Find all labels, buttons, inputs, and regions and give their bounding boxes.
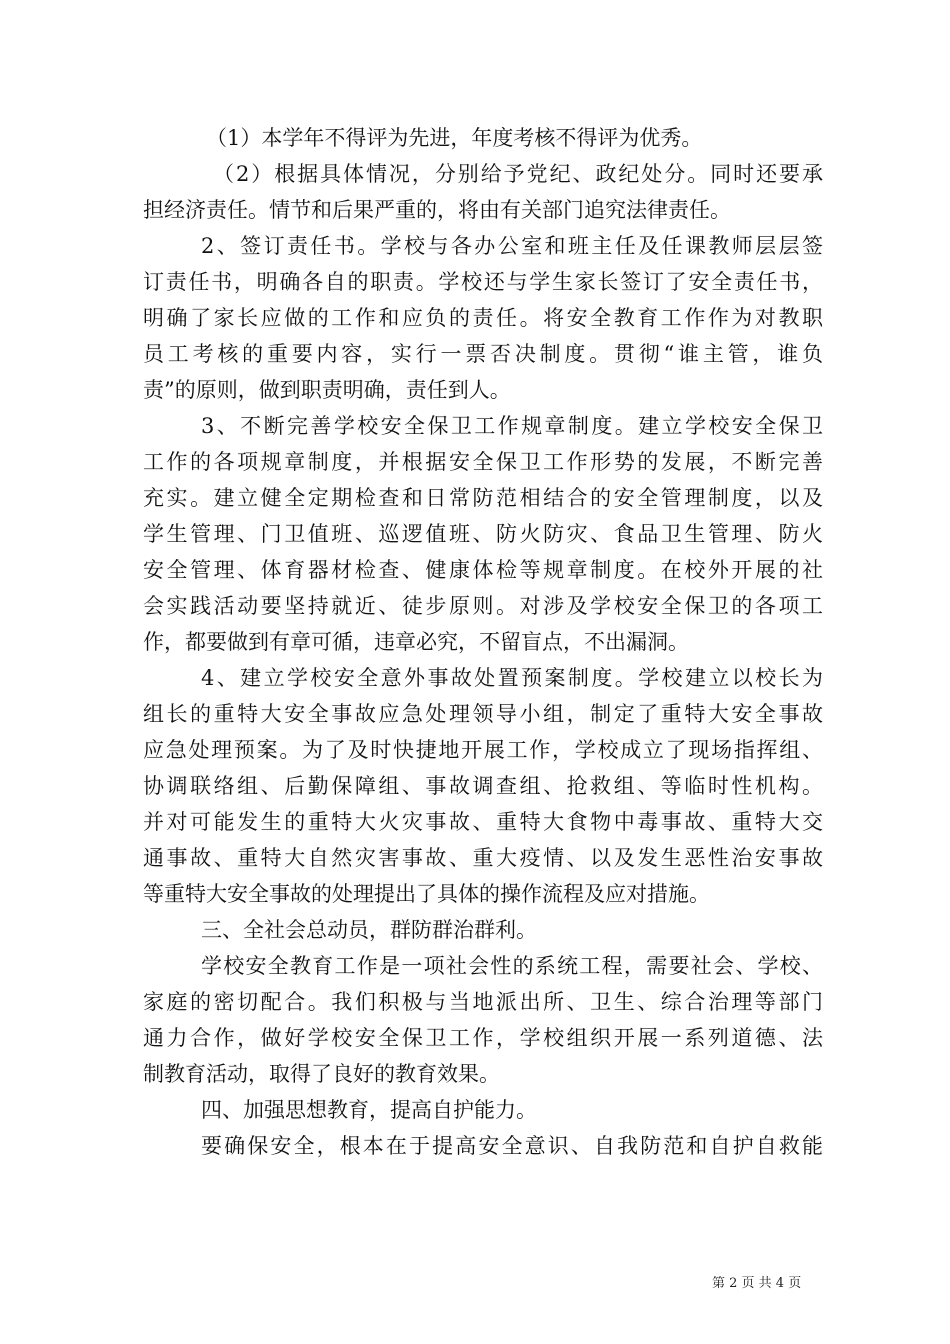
page-number: 第 2 页 共 4 页 — [712, 1276, 802, 1291]
paragraph-line: 通事故、重特大自然灾害事故、重大疫情、以及发生恶性治安事故 — [143, 846, 823, 870]
paragraph-line: 充实。建立健全定期检查和日常防范相结合的安全管理制度，以及 — [143, 486, 823, 510]
paragraph-line: 并对可能发生的重特大火灾事故、重特大食物中毒事故、重特大交 — [143, 810, 823, 834]
paragraph-line: 工作的各项规章制度，并根据安全保卫工作形势的发展，不断完善 — [143, 450, 823, 474]
paragraph-line: 会实践活动要坚持就近、徒步原则。对涉及学校安全保卫的各项工 — [143, 594, 823, 618]
paragraph-line: 订责任书，明确各自的职责。学校还与学生家长签订了安全责任书， — [143, 270, 823, 294]
paragraph-line: （2）根据具体情况，分别给予党纪、政纪处分。同时还要承 — [213, 162, 823, 186]
paragraph-line: 责”的原则，做到职责明确，责任到人。 — [143, 378, 511, 402]
paragraph-line: 作，都要做到有章可循，违章必究，不留盲点，不出漏洞。 — [143, 630, 689, 654]
paragraph-line: 4、建立学校安全意外事故处置预案制度。学校建立以校长为 — [201, 666, 823, 690]
paragraph-line: 家庭的密切配合。我们积极与当地派出所、卫生、综合治理等部门 — [143, 990, 823, 1014]
paragraph-line: 安全管理、体育器材检查、健康体检等规章制度。在校外开展的社 — [143, 558, 823, 582]
paragraph-line: 制教育活动，取得了良好的教育效果。 — [143, 1062, 500, 1086]
paragraph-line: 明确了家长应做的工作和应负的责任。将安全教育工作作为对教职 — [143, 306, 823, 330]
paragraph-line: 协调联络组、后勤保障组、事故调查组、抢救组、等临时性机构。 — [143, 774, 823, 798]
paragraph-line: 等重特大安全事故的处理提出了具体的操作流程及应对措施。 — [143, 882, 710, 906]
paragraph-line: 组长的重特大安全事故应急处理领导小组，制定了重特大安全事故 — [143, 702, 823, 726]
section-heading: 四、加强思想教育，提高自护能力。 — [201, 1098, 537, 1122]
paragraph-line: 应急处理预案。为了及时快捷地开展工作，学校成立了现场指挥组、 — [143, 738, 823, 762]
paragraph-line: 学校安全教育工作是一项社会性的系统工程，需要社会、学校、 — [201, 954, 823, 978]
paragraph-line: 通力合作，做好学校安全保卫工作，学校组织开展一系列道德、法 — [143, 1026, 823, 1050]
paragraph-line: 担经济责任。情节和后果严重的，将由有关部门追究法律责任。 — [143, 198, 731, 222]
paragraph-line: 要确保安全，根本在于提高安全意识、自我防范和自护自救能 — [201, 1134, 823, 1158]
paragraph-line: （1）本学年不得评为先进，年度考核不得评为优秀。 — [206, 126, 703, 150]
paragraph-line: 员工考核的重要内容，实行一票否决制度。贯彻“谁主管，谁负 — [143, 342, 823, 366]
paragraph-line: 3、不断完善学校安全保卫工作规章制度。建立学校安全保卫 — [201, 414, 823, 438]
section-heading: 三、全社会总动员，群防群治群利。 — [201, 918, 537, 942]
paragraph-line: 2、签订责任书。学校与各办公室和班主任及任课教师层层签 — [201, 234, 823, 258]
document-body — [143, 120, 823, 1164]
paragraph-line: 学生管理、门卫值班、巡逻值班、防火防灾、食品卫生管理、防火 — [143, 522, 823, 546]
